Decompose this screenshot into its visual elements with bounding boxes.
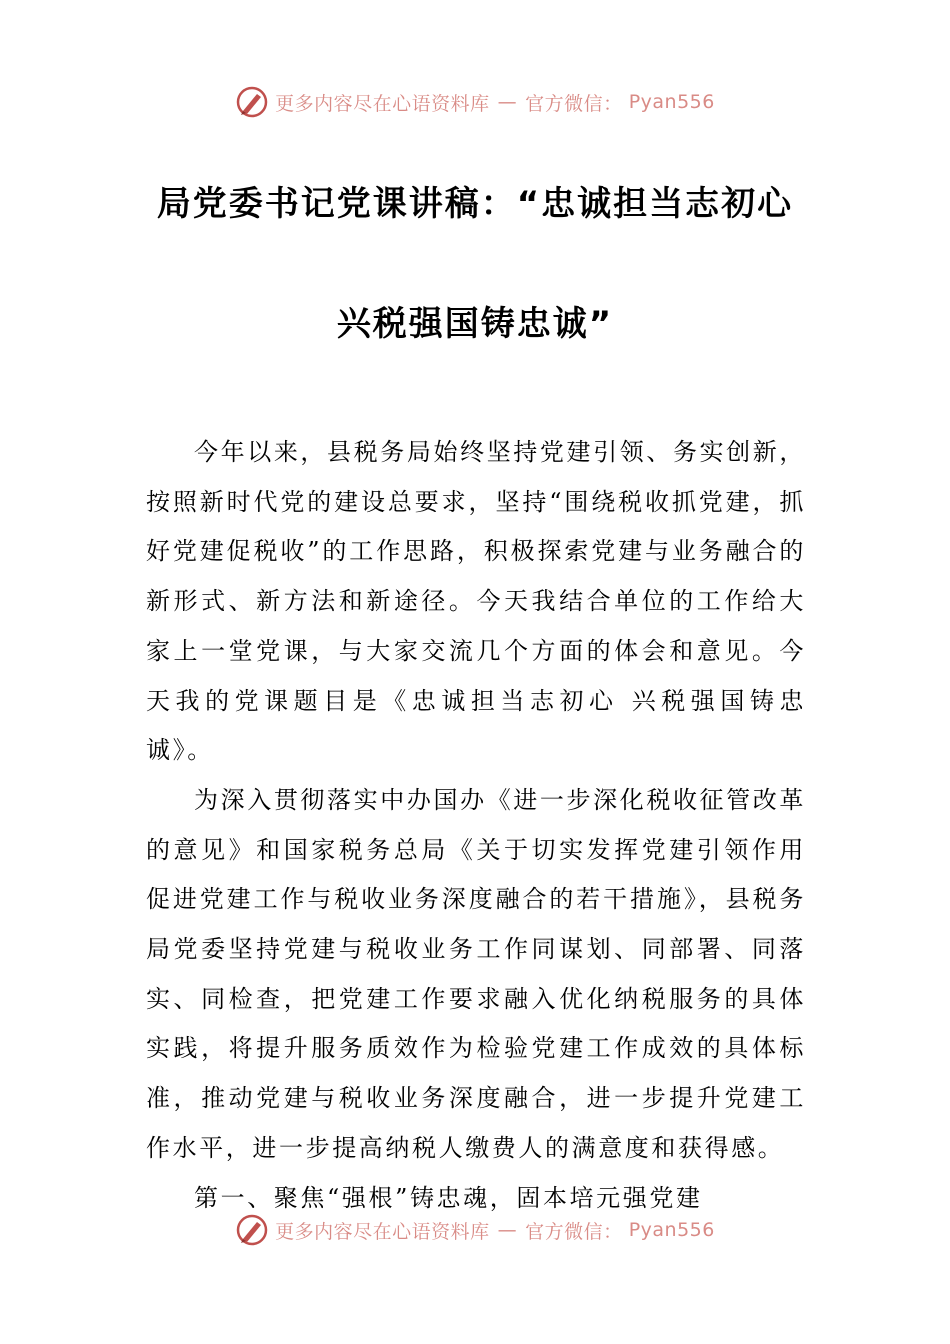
pen-circle-logo-icon — [235, 1213, 269, 1247]
paragraph: 为深入贯彻落实中办国办《进一步深化税收征管改革的意见》和国家税务总局《关于切实发挥党建引领作用促进党建工作与税收业务深度融合的若干措施》，县税务局党委坚持党建与税收业务工作同谋划、同部署、同落实、同检查，把党建工作要求融入优化纳税服务的具体实践，将提升服务质效作为检验党建工作成效的具体标准，推动党建与税收业务深度融合，进一步提升党建工作水平，进一步提高纳税人缴费人的满意度和获得感。 — [146, 785, 806, 1162]
watermark-separator: — — [497, 1219, 518, 1241]
footer-watermark — [0, 1210, 950, 1250]
pen-circle-logo-icon — [235, 85, 269, 119]
watermark-text: 更多内容尽在心语资料库 — [275, 1220, 490, 1243]
watermark-separator: — — [497, 91, 518, 113]
watermark-account: Pyan556 — [628, 91, 715, 113]
document-title-line-1: 局党委书记党课讲稿：“忠诚担当志初心 — [156, 184, 794, 224]
watermark-account: Pyan556 — [628, 1219, 715, 1241]
watermark-label: 官方微信： — [525, 1220, 623, 1243]
watermark-label: 官方微信： — [525, 92, 623, 115]
document-body — [146, 428, 806, 1223]
paragraph: 今年以来，县税务局始终坚持党建引领、务实创新，按照新时代党的建设总要求，坚持“围绕税收抓党建，抓好党建促税收”的工作思路，积极探索党建与业务融合的新形式、新方法和新途径。今天我结合单位的工作给大家上一堂党课，与大家交流几个方面的体会和意见。今天我的党课题目是《忠诚担当志初心 兴税强国铸忠诚》。 — [146, 438, 806, 765]
header-watermark — [0, 82, 950, 122]
document-title-line-2: 兴税强国铸忠诚” — [336, 304, 614, 344]
section-heading: 第一、聚焦“强根”铸忠魂，固本培元强党建 — [194, 1183, 703, 1212]
watermark-text: 更多内容尽在心语资料库 — [275, 92, 490, 115]
